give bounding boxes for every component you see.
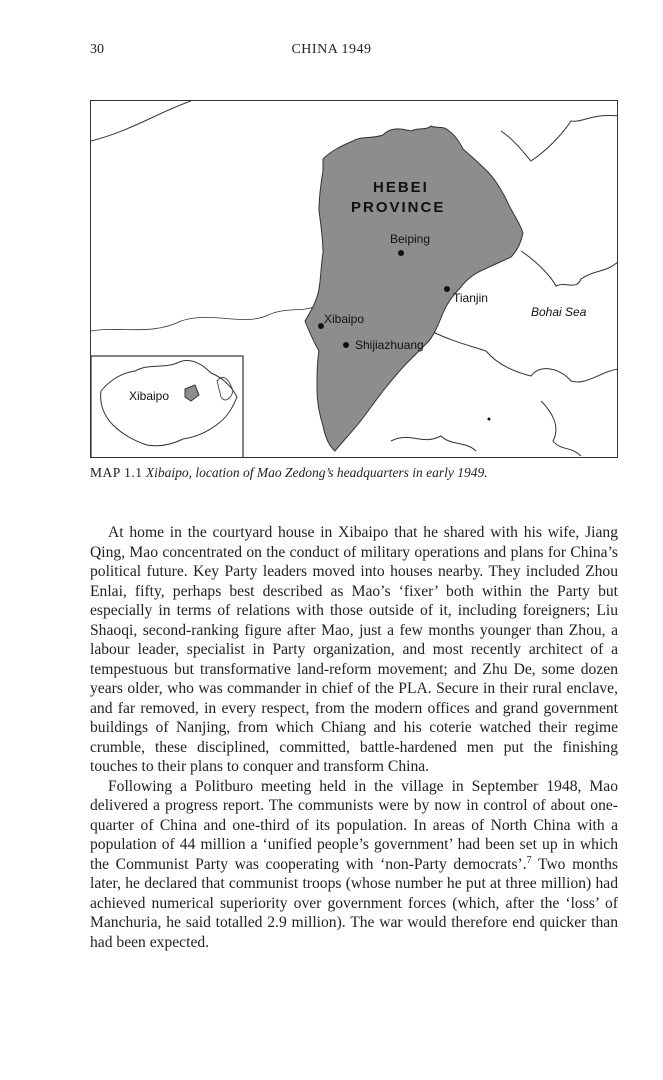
map-label-tianjin: Tianjin <box>453 291 488 305</box>
map-label-province: PROVINCE <box>351 199 446 216</box>
river <box>91 306 316 331</box>
paragraph-1: At home in the courtyard house in Xibaipo that he shared with his wife, Jiang Qing, Mao concentrated on the conduct of military operations and plans for China’s political future. Key Party leaders moved into houses nearby. They included Zhou Enlai, fifty, perhaps best described as Mao’s ‘fixer’ both within the Party but especially in terms of relations with those outside of it, including foreigners; Liu Shaoqi, second-ranking figure after Mao, just a few months younger than Zhou, a labour leader, specialist in Party organization, and most recently architect of a tempestuous but transformative land-reform movement; and Zhu De, some dozen years older, who was commander in chief of the PLA. Secure in their rural enclave, and far removed, in every respect, from the modern offices and grand government buildings of Nanjing, from which Chiang and his coterie watched their regime crumble, these disciplined, committed, battle-hardened men put the finishing touches to their plans to conquer and transform China. <box>90 524 618 775</box>
paragraph-2-part-a: Following a Politburo meeting held in the village in September 1948, Mao delivered a progress report. The communists were by now in control of about one-quarter of China and one-third of its population. In areas of North China with a population of 44 million a ‘unified people’s government’ had been set up in which the Communist Party was cooperating with ‘non-Party democrats’. <box>90 777 618 873</box>
map-graphic <box>91 101 618 458</box>
inset-label-xibaipo: Xibaipo <box>129 389 170 403</box>
map-figure <box>90 100 618 458</box>
map-label-bohai-sea: Bohai Sea <box>531 305 587 319</box>
map-label-hebei: HEBEI <box>373 179 429 196</box>
map-caption <box>90 465 620 481</box>
inset-frame <box>91 356 243 458</box>
coastline-peninsula <box>541 401 581 456</box>
coastline-north <box>91 101 191 141</box>
coastline-east <box>501 115 618 161</box>
hebei-province-area <box>305 126 523 451</box>
map-label-shijiazhuang: Shijiazhuang <box>355 338 424 352</box>
tianjin-dot <box>444 286 450 292</box>
coastline-bay <box>521 251 618 286</box>
coastline-se <box>391 436 476 451</box>
page-number: 30 <box>90 42 104 57</box>
beiping-dot <box>398 250 404 256</box>
page-header <box>0 42 663 62</box>
body-text <box>90 523 618 952</box>
running-title: CHINA 1949 <box>291 42 372 57</box>
island-dot <box>488 418 491 421</box>
coastline-south <box>431 331 618 382</box>
map-label-beiping: Beiping <box>390 232 431 246</box>
footnote-reference[interactable]: 7 <box>526 854 532 866</box>
map-label-xibaipo: Xibaipo <box>324 312 365 326</box>
shijiazhuang-dot <box>343 342 349 348</box>
caption-number: MAP 1.1 <box>90 465 143 480</box>
paragraph-2 <box>90 777 618 953</box>
paragraph-2-part-b: Two months later, he declared that communist troops (whose number he put at three million) had achieved numerical superiority over government forces (which, after the ‘loss’ of Manchuria, he said totalled 2.9 million). The war would therefore end quicker than had been expected. <box>90 855 619 951</box>
caption-text: Xibaipo, location of Mao Zedong’s headquarters in early 1949. <box>145 465 488 480</box>
